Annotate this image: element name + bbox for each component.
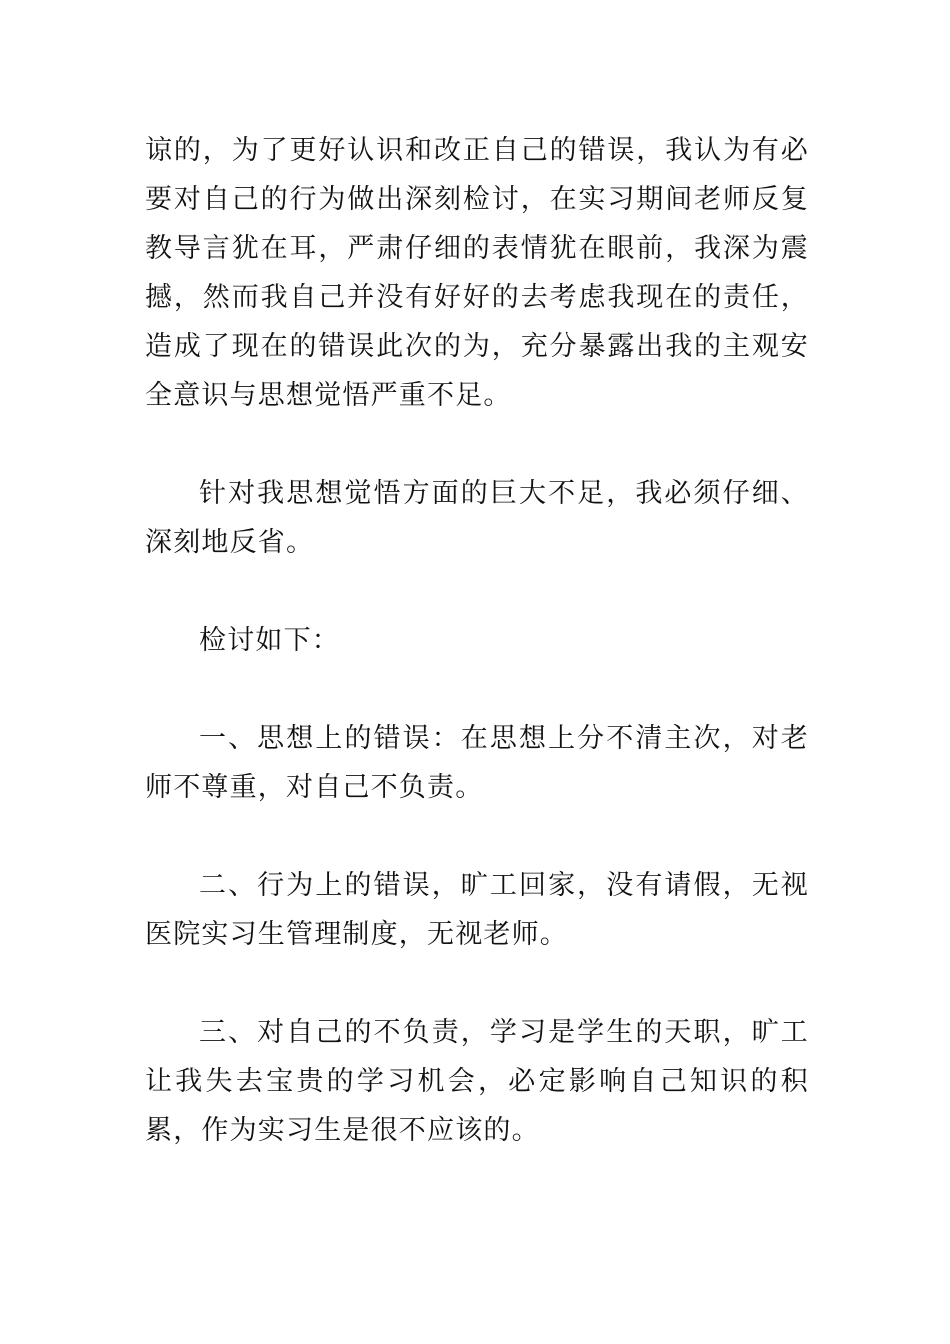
paragraph-point-one: 一、思想上的错误：在思想上分不清主次，对老师不尊重，对自己不负责。: [145, 723, 809, 803]
document-body: [145, 126, 809, 1155]
paragraph-point-two: 二、行为上的错误，旷工回家，没有请假，无视医院实习生管理制度，无视老师。: [145, 870, 809, 950]
paragraph-spacer: [145, 567, 809, 616]
paragraph-spacer: [145, 812, 809, 861]
paragraph-heading-review: 检讨如下：: [199, 625, 340, 656]
paragraph-point-three: 三、对自己的不负责，学习是学生的天职，旷工让我失去宝贵的学习机会，必定影响自己知识的积累，作为实习生是很不应该的。: [145, 1017, 809, 1146]
paragraph-continued-apology: 谅的，为了更好认识和改正自己的错误，我认为有必要对自己的行为做出深刻检讨，在实习期间老师反复教导言犹在耳，严肃仔细的表情犹在眼前，我深为震撼，然而我自己并没有好好的去考虑我现在的责任，造成了现在的错误此次的为，充分暴露出我的主观安全意识与思想觉悟严重不足。: [145, 135, 809, 411]
paragraph-spacer: [145, 665, 809, 714]
paragraph-reflection: 针对我思想觉悟方面的巨大不足，我必须仔细、深刻地反省。: [145, 478, 809, 558]
paragraph-spacer: [145, 420, 809, 469]
paragraph-spacer: [145, 959, 809, 1008]
